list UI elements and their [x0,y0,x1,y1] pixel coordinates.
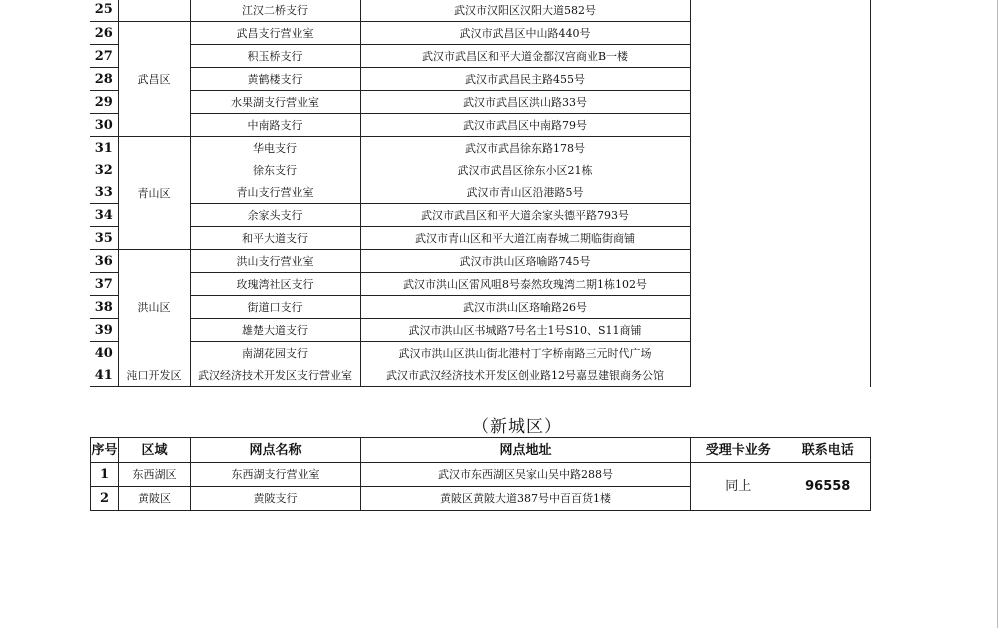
branch-address: 武汉市武昌区洪山路33号 [360,91,690,114]
row-no: 36 [90,250,118,273]
row-no: 1 [91,463,119,487]
row-no: 26 [90,22,118,45]
branch-address: 武汉市武昌区和平大道金都汉宫商业B一楼 [360,45,690,68]
row-no: 34 [90,204,118,227]
page-edge-line [997,0,998,628]
branch-address: 武汉市武昌区中南路79号 [360,114,690,137]
district-cell [118,0,190,22]
branch-name: 中南路支行 [190,114,360,137]
branch-address: 武汉市武昌区中山路440号 [360,22,690,45]
branch-name: 武昌支行营业室 [190,22,360,45]
header-phone: 联系电话 [786,438,871,463]
branch-address: 武汉市武汉经济技术开发区创业路12号嘉昱建银商务公馆 [360,364,690,387]
branch-name: 黄鹤楼支行 [190,68,360,91]
row-no: 35 [90,227,118,250]
branch-address: 武汉市武昌民主路455号 [360,68,690,91]
branch-name: 积玉桥支行 [190,45,360,68]
row-no: 33 [90,181,118,204]
branch-name: 江汉二桥支行 [190,0,360,22]
branch-name: 洪山支行营业室 [190,250,360,273]
blank-column [690,0,870,387]
card-business-cell: 同上 [691,463,786,511]
branch-address: 武汉市洪山区珞喻路26号 [360,296,690,319]
branch-name: 武汉经济技术开发区支行营业室 [190,364,360,387]
branch-address: 黄陂区黄陂大道387号中百百货1楼 [361,487,691,511]
branch-address: 武汉市洪山区书城路7号名士1号S10、S11商铺 [360,319,690,342]
header-area: 区域 [119,438,191,463]
area-cell: 东西湖区 [119,463,191,487]
row-no: 32 [90,159,118,181]
row-no: 29 [90,91,118,114]
district-qingshan: 青山区 [118,137,190,250]
row-no: 27 [90,45,118,68]
branch-name: 余家头支行 [190,204,360,227]
branch-address: 武汉市青山区沿港路5号 [360,181,690,204]
branch-name: 水果湖支行营业室 [190,91,360,114]
row-no: 40 [90,342,118,365]
branch-name: 街道口支行 [190,296,360,319]
header-card-business: 受理卡业务 [691,438,786,463]
row-no: 28 [90,68,118,91]
row-no: 38 [90,296,118,319]
district-zhuankou: 沌口开发区 [118,364,190,387]
branch-name: 黄陂支行 [191,487,361,511]
row-no: 41 [90,364,118,387]
row-no: 25 [90,0,118,22]
branch-address: 武汉市武昌区和平大道余家头德平路793号 [360,204,690,227]
branch-address: 武汉市东西湖区吴家山吴中路288号 [361,463,691,487]
row-no: 30 [90,114,118,137]
row-no: 39 [90,319,118,342]
header-no: 序号 [91,438,119,463]
branch-name: 南湖花园支行 [190,342,360,365]
phone-cell: 96558 [786,463,871,511]
branch-name: 青山支行营业室 [190,181,360,204]
branch-table-main [90,0,871,387]
row-no: 2 [91,487,119,511]
branch-address: 武汉市武昌区徐东小区21栋 [360,159,690,181]
section-title: （新城区） [472,417,562,437]
branch-address: 武汉市武昌徐东路178号 [360,137,690,160]
district-wuchang: 武昌区 [118,22,190,137]
branch-name: 玫瑰湾社区支行 [190,273,360,296]
branch-name: 雄楚大道支行 [190,319,360,342]
branch-name: 徐东支行 [190,159,360,181]
row-no: 31 [90,137,118,160]
row-no: 37 [90,273,118,296]
header-address: 网点地址 [361,438,691,463]
branch-address: 武汉市洪山区雷风咀8号泰然玫瑰湾二期1栋102号 [360,273,690,296]
district-hongshan: 洪山区 [118,250,190,365]
branch-address: 武汉市汉阳区汉阳大道582号 [360,0,690,22]
branch-address: 武汉市青山区和平大道江南春城二期临街商铺 [360,227,690,250]
area-cell: 黄陂区 [119,487,191,511]
branch-name: 华电支行 [190,137,360,160]
branch-address: 武汉市洪山区洪山街北港村丁字桥南路三元时代广场 [360,342,690,365]
branch-name: 和平大道支行 [190,227,360,250]
branch-table-new-district [90,437,871,511]
branch-name: 东西湖支行营业室 [191,463,361,487]
header-name: 网点名称 [191,438,361,463]
branch-address: 武汉市洪山区珞喻路745号 [360,250,690,273]
